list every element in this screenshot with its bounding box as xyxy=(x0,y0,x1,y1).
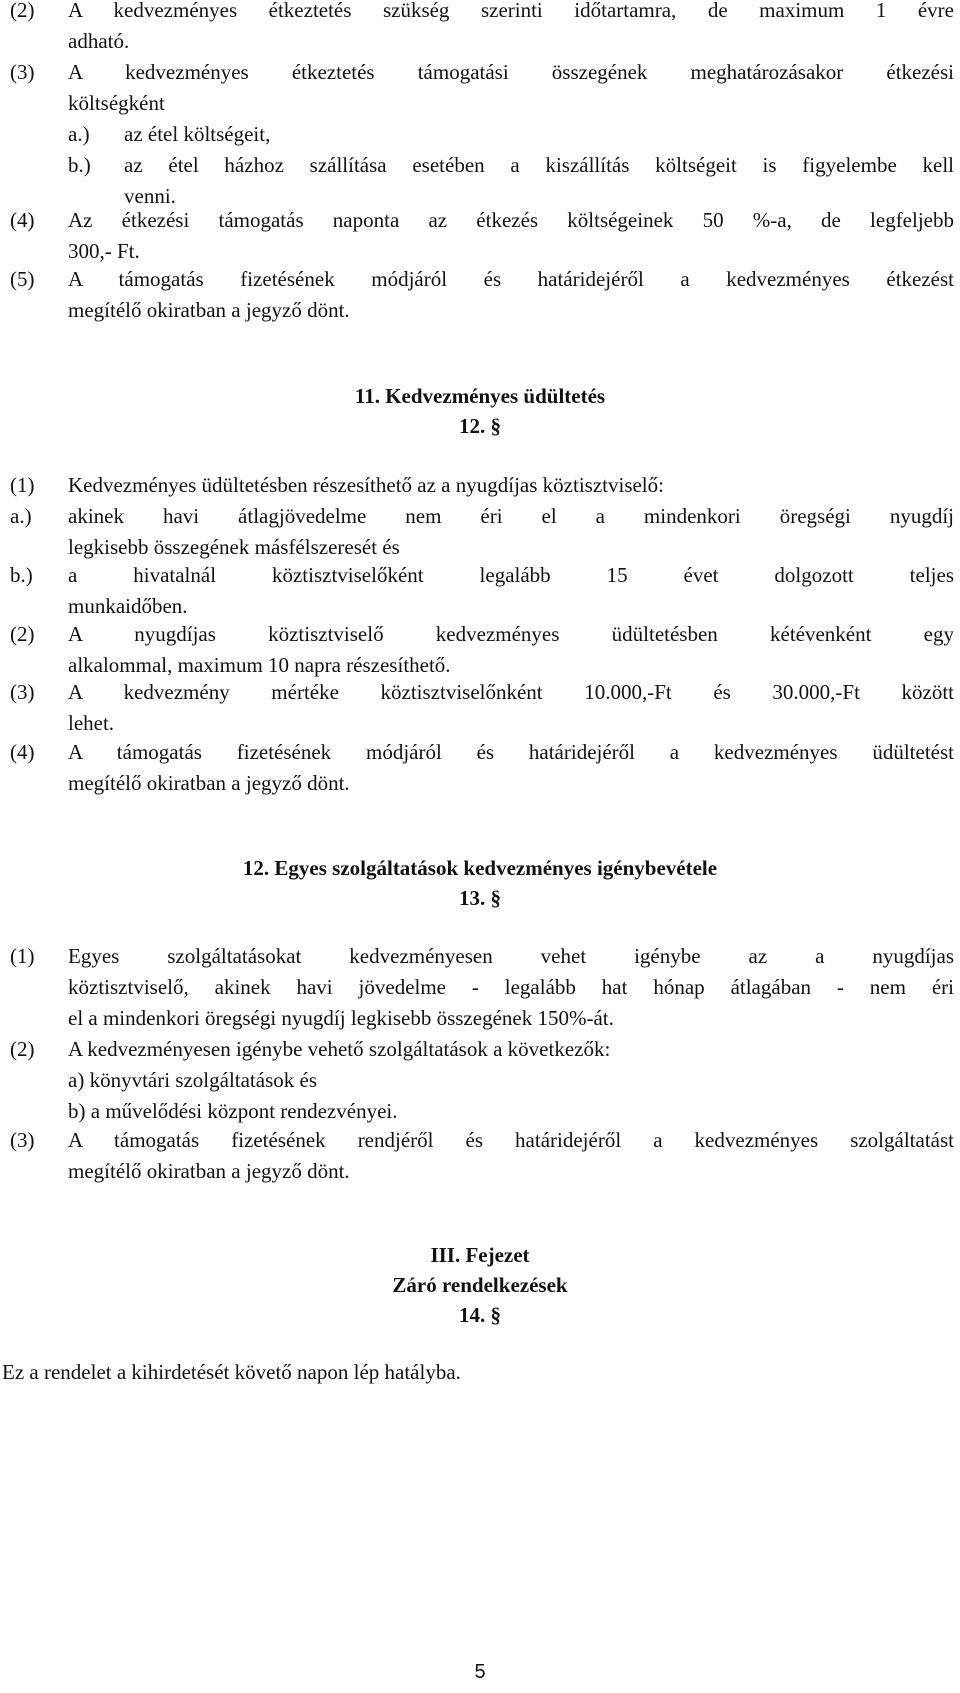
paragraph-line: A nyugdíjas köztisztviselő kedvezményes üdültetésben kétévenként egy xyxy=(68,622,954,646)
sec11-list-item-b xyxy=(10,560,954,622)
sec11-paragraph-4 xyxy=(10,737,954,799)
paragraph-line: megítélő okiratban a jegyző dönt. xyxy=(68,1159,350,1183)
list-item-a xyxy=(68,119,954,150)
chapter-subtitle: Záró rendelkezések xyxy=(392,1273,568,1297)
paragraph-sign-13: 13. § xyxy=(459,886,501,910)
paragraph-sign-12: 12. § xyxy=(459,414,501,438)
paragraph-line: adható. xyxy=(68,29,130,53)
paragraph-line: megítélő okiratban a jegyző dönt. xyxy=(68,771,350,795)
paragraph-line: Az étkezési támogatás naponta az étkezés költségeinek 50 %-a, de legfeljebb xyxy=(68,208,954,232)
sec12-paragraph-3 xyxy=(10,1125,954,1187)
section-heading-12: 12. Egyes szolgáltatások kedvezményes igénybevétele xyxy=(242,856,718,880)
list-line: b) a művelődési központ rendezvényei. xyxy=(68,1099,398,1123)
paragraph-2-top xyxy=(10,0,954,57)
paragraph-line: A kedvezmény mértéke köztisztviselőnként 10.000,-Ft és 30.000,-Ft között xyxy=(68,680,954,704)
list-line: legkisebb összegének másfélszeresét és xyxy=(68,535,400,559)
paragraph-line: alkalommal, maximum 10 napra részesíthető. xyxy=(68,653,451,677)
list-label: a.) xyxy=(10,504,32,528)
list-label: b.) xyxy=(68,153,91,177)
paragraph-3-top xyxy=(10,57,954,119)
sec11-paragraph-2 xyxy=(10,619,954,681)
paragraph-number: (3) xyxy=(10,60,35,84)
paragraph-number: (4) xyxy=(10,208,35,232)
list-item-b xyxy=(68,150,954,212)
paragraph-4-top xyxy=(10,205,954,267)
list-text: az étel költségeit, xyxy=(124,122,271,146)
paragraph-line: A kedvezményesen igénybe vehető szolgáltatások a következők: xyxy=(68,1037,611,1061)
paragraph-line: A támogatás fizetésének módjáról és határidejéről a kedvezményes üdültetést xyxy=(68,740,954,764)
list-line: a hivatalnál köztisztviselőként legalább 15 évet dolgozott teljes xyxy=(68,563,954,587)
paragraph-line: A kedvezményes étkeztetés szükség szerinti időtartamra, de maximum 1 évre xyxy=(68,0,954,22)
list-line: a) könyvtári szolgáltatások és xyxy=(68,1068,318,1092)
paragraph-number: (2) xyxy=(10,1037,35,1061)
list-label: a.) xyxy=(68,122,90,146)
list-line: munkaidőben. xyxy=(68,594,188,618)
paragraph-line: 300,- Ft. xyxy=(68,239,140,263)
paragraph-5-top xyxy=(10,264,954,326)
list-line: az étel házhoz szállítása esetében a kiszállítás költségeit is figyelembe kell xyxy=(124,153,954,177)
sec11-list-item-a xyxy=(10,501,954,563)
paragraph-number: (3) xyxy=(10,680,35,704)
paragraph-number: (4) xyxy=(10,740,35,764)
closing-statement: Ez a rendelet a kihirdetését követő napon lép hatályba. xyxy=(2,1360,461,1384)
paragraph-line: köztisztviselő, akinek havi jövedelme - legalább hat hónap átlagában - nem éri xyxy=(68,975,954,999)
list-label: b.) xyxy=(10,563,33,587)
paragraph-line: A támogatás fizetésének rendjéről és határidejéről a kedvezményes szolgáltatást xyxy=(68,1128,954,1152)
sec11-paragraph-3 xyxy=(10,677,954,739)
paragraph-line: költségként xyxy=(68,91,165,115)
paragraph-line: A támogatás fizetésének módjáról és határidejéről a kedvezményes étkezést xyxy=(68,267,954,291)
paragraph-number: (3) xyxy=(10,1128,35,1152)
list-line: akinek havi átlagjövedelme nem éri el a mindenkori öregségi nyugdíj xyxy=(68,504,954,528)
paragraph-line: lehet. xyxy=(68,711,115,735)
sec11-paragraph-1 xyxy=(10,470,954,501)
page-number: 5 xyxy=(474,1661,486,1683)
chapter-title: III. Fejezet xyxy=(430,1243,530,1267)
paragraph-line: megítélő okiratban a jegyző dönt. xyxy=(68,298,350,322)
paragraph-number: (2) xyxy=(10,622,35,646)
paragraph-number: (1) xyxy=(10,473,35,497)
paragraph-line: A kedvezményes étkeztetés támogatási összegének meghatározásakor étkezési xyxy=(68,60,954,84)
paragraph-number: (5) xyxy=(10,267,35,291)
section-heading-11: 11. Kedvezményes üdültetés xyxy=(354,384,606,408)
paragraph-number: (2) xyxy=(10,0,35,22)
list-line: venni. xyxy=(124,184,176,208)
paragraph-number: (1) xyxy=(10,944,35,968)
sec12-paragraph-2 xyxy=(10,1034,954,1127)
paragraph-line: Egyes szolgáltatásokat kedvezményesen vehet igénybe az a nyugdíjas xyxy=(68,944,954,968)
sec12-paragraph-1 xyxy=(10,941,954,1034)
paragraph-line: Kedvezményes üdültetésben részesíthető az a nyugdíjas köztisztviselő: xyxy=(68,473,664,497)
paragraph-line: el a mindenkori öregségi nyugdíj legkisebb összegének 150%-át. xyxy=(68,1006,614,1030)
paragraph-sign-14: 14. § xyxy=(459,1303,501,1327)
